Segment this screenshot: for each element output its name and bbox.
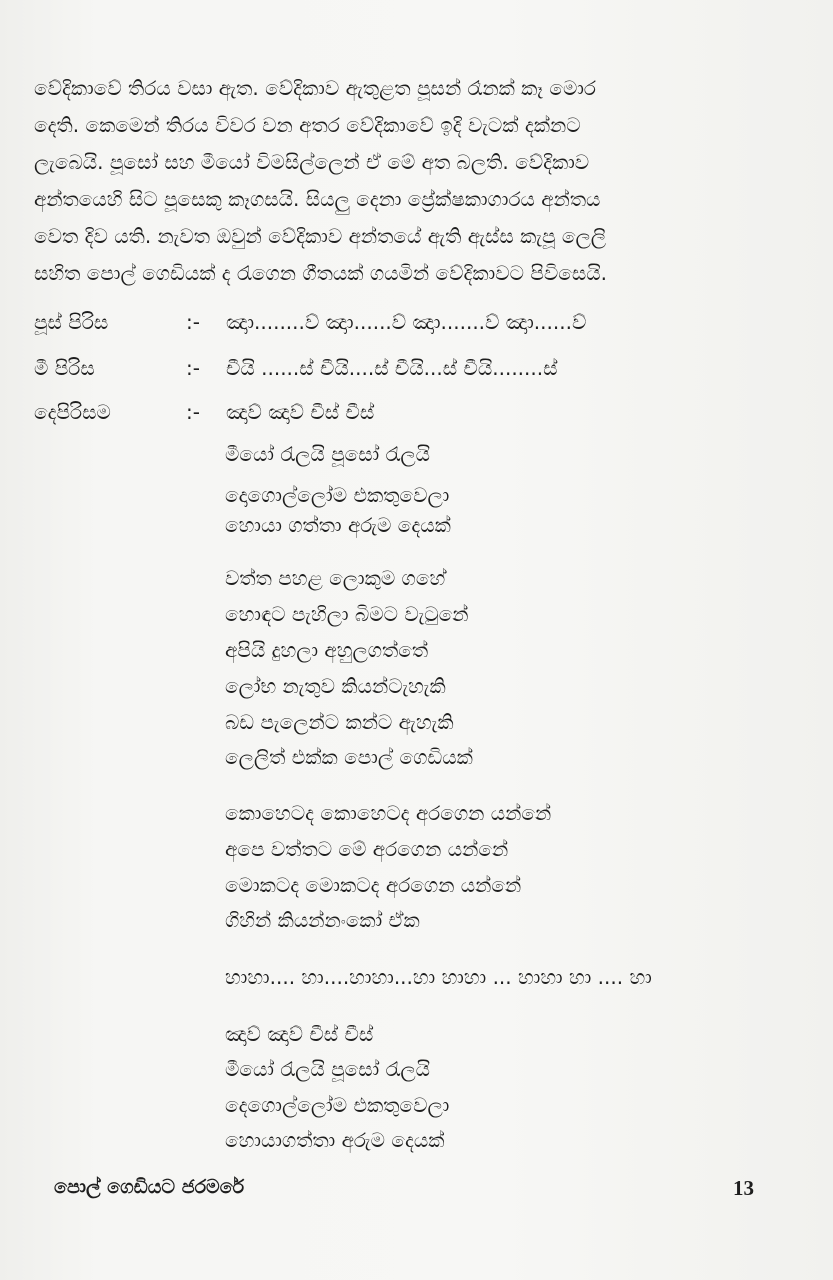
stage-direction-paragraph: [34, 70, 764, 292]
speaker-name: මී පිරිස: [34, 356, 95, 380]
prose-line: සහිත පොල් ගෙඩියක් ද රැගෙන ගීතයක් ගයමින් වේදිකාවට පිවිසෙයි.: [34, 261, 607, 285]
speaker-colon: :-: [186, 400, 200, 424]
running-footer-title: පොල් ගෙඩියට ජරමරේ: [54, 1176, 245, 1198]
verse-line: ඤාව් ඤාව් චීස් චීස්: [225, 1022, 374, 1046]
speaker-colon: :-: [186, 310, 200, 334]
verse-line: හොයාගත්තා අරුම දෙයක්: [225, 1128, 445, 1152]
verse-line: කොහෙටද කොහෙටද අරගෙන යන්නේ: [225, 801, 552, 825]
verse-line: බඩ පැලෙන්ට කන්ට ඇහැකි: [225, 710, 454, 734]
verse-line: වත්ත පහළ ලොකුම ගහේ: [225, 566, 446, 590]
prose-line: දෙති. කෙමෙන් තිරය විවර වන අතර වේදිකාවේ ඉදි වැටක් දක්නට: [34, 113, 581, 137]
verse-line: අපියි දුහලා අහුලගත්තේ: [225, 638, 429, 662]
verse-line: මීයෝ රැලයි පූසෝ රැලයි: [225, 1057, 431, 1081]
verse-line: මීයෝ රැලයි පූසෝ රැලයි: [225, 442, 431, 466]
verse-line: හොඳට පැහිලා බිමට වැටුනේ: [225, 602, 469, 626]
dialogue-line: ඤාා........ව් ඤාා......ව් ඤාා.......ව් ඤාා......ව්: [226, 310, 587, 334]
prose-line: ලැබෙයි. පූසෝ සහ මීයෝ විමසිල්ලෙන් ඒ මේ අත බලති. වේදිකාව: [34, 150, 590, 174]
verse-line: ගිහින් කියන්නංකෝ ඒක: [225, 908, 420, 932]
prose-line: අන්තයෙහි සිට පූසෙකු කෑගසයි. සියලු දෙනා ප්‍රේක්ෂකාගාරය අන්තය: [34, 187, 601, 211]
prose-line: වෙත දිව යති. නැවත ඔවුන් වේදිකාව අන්තයේ ඇති ඇස්ස කැපූ ලෙලි: [34, 224, 607, 248]
dialogue-line: ඤාව් ඤාව් චීස් චීස්: [226, 400, 375, 424]
verse-line: හාහා.... හා....හාහා...හා හාහා ... හාහා හා .... හා: [225, 965, 652, 989]
dialogue-line: චීයි ......ස් චීයි....ස් චීයි...ස් චීයි........ස්: [226, 356, 558, 380]
prose-line: වේදිකාවේ තිරය වසා ඇත. වේදිකාව ඇතුළත පූසන් රෑනක් කෑ මොර: [34, 76, 597, 100]
verse-line: මොකටද මොකටද අරගෙන යන්නේ: [225, 873, 522, 897]
speaker-name: පූස් පිරිස: [34, 310, 109, 334]
verse-line: දොගොල්ලෝම එකතුවෙලා: [225, 483, 450, 507]
verse-line: ලෝභ නැතුව කියන්ටැහැකි: [225, 674, 446, 698]
verse-line: දෙගොල්ලෝම එකතුවෙලා: [225, 1093, 450, 1117]
verse-line: හොයා ගත්තා අරුම දෙයක්: [225, 513, 451, 537]
verse-line: අපෙ වත්තට මේ අරගෙන යන්නේ: [225, 837, 509, 861]
verse-line: ලෙලිත් එක්ක පොල් ගෙඩියක්: [225, 745, 473, 769]
page-number: 13: [733, 1176, 754, 1200]
speaker-name: දෙපිරිසම: [34, 400, 111, 424]
speaker-colon: :-: [186, 356, 200, 380]
